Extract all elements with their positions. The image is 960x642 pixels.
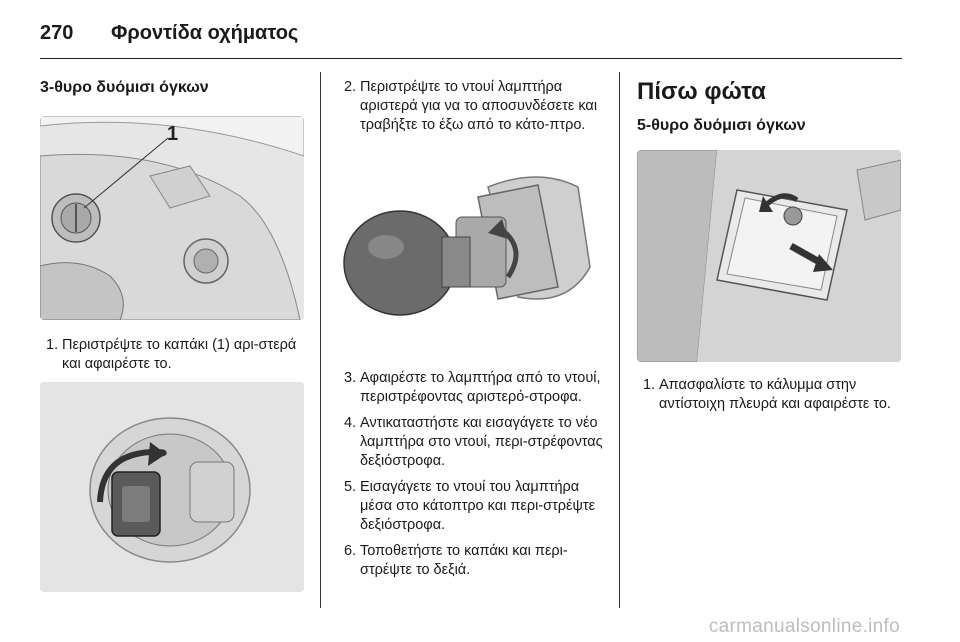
list-item [637, 376, 903, 414]
column-divider-2 [619, 72, 620, 608]
figure-callout-1: 1 [167, 123, 179, 145]
watermark: carmanualsonline.info [708, 616, 900, 637]
middle-steps-bottom [338, 369, 606, 580]
headlamp-illustration [40, 116, 304, 320]
left-column [40, 78, 304, 592]
step-number: 1. [46, 337, 59, 353]
page-number: 270 [40, 22, 74, 44]
bulb-holder-illustration [40, 382, 304, 592]
subheading-3-door: 3-θυρο δυόμισι όγκων [40, 79, 209, 96]
step-number: 3. [344, 370, 357, 386]
step-number: 5. [344, 479, 357, 495]
step-text: Τοποθετήστε το καπάκι και περι-στρέψτε το δεξιά. [360, 543, 568, 578]
step-number: 1. [643, 377, 656, 393]
right-steps [637, 376, 903, 414]
list-item [338, 78, 606, 135]
step-text: Αφαιρέστε το λαμπτήρα από το ντουί, περιστρέφοντας αριστερό-στροφα. [360, 370, 601, 405]
figure-rear-light-cover [637, 150, 901, 362]
figure-bulb-removal [338, 147, 602, 355]
page-header [40, 14, 910, 52]
step-number: 2. [344, 79, 357, 95]
step-text: Περιστρέψτε το ντουί λαμπτήρα αριστερά για να το αποσυνδέσετε και τραβήξτε το έξω από το κάτο-πτρο. [360, 79, 598, 133]
middle-steps-top [338, 78, 606, 135]
step-number: 6. [344, 543, 357, 559]
subheading-5-door: 5-θυρο δυόμισι όγκων [637, 117, 806, 134]
header-rule [40, 58, 902, 59]
step-text: Εισαγάγετε το ντουί του λαμπτήρα μέσα στο κάτοπτρο και περι-στρέψτε δεξιόστροφα. [360, 479, 596, 533]
bulb-removal-illustration [338, 147, 602, 355]
figure-bulb-holder-rotate [40, 382, 304, 592]
list-item [338, 369, 606, 407]
right-column [637, 78, 903, 421]
middle-column [338, 78, 606, 587]
list-item [40, 336, 304, 374]
list-item [338, 414, 606, 471]
list-item [338, 478, 606, 535]
step-text: Απασφαλίστε το κάλυμμα στην αντίστοιχη πλευρά και αφαιρέστε το. [659, 377, 891, 412]
step-text: Αντικαταστήστε και εισαγάγετε το νέο λαμπτήρα στο ντουί, περι-στρέφοντας δεξιόστροφα. [360, 415, 603, 469]
left-steps [40, 336, 304, 374]
figure-headlamp-cap [40, 116, 304, 320]
rear-light-cover-illustration [637, 150, 901, 362]
step-number: 4. [344, 415, 357, 431]
step-text: Περιστρέψτε το καπάκι (1) αρι-στερά και αφαιρέστε το. [62, 337, 297, 372]
section-heading-rear-lights: Πίσω φώτα [637, 78, 766, 105]
list-item [338, 542, 606, 580]
column-divider-1 [320, 72, 321, 608]
section-title: Φροντίδα οχήματος [111, 22, 299, 44]
